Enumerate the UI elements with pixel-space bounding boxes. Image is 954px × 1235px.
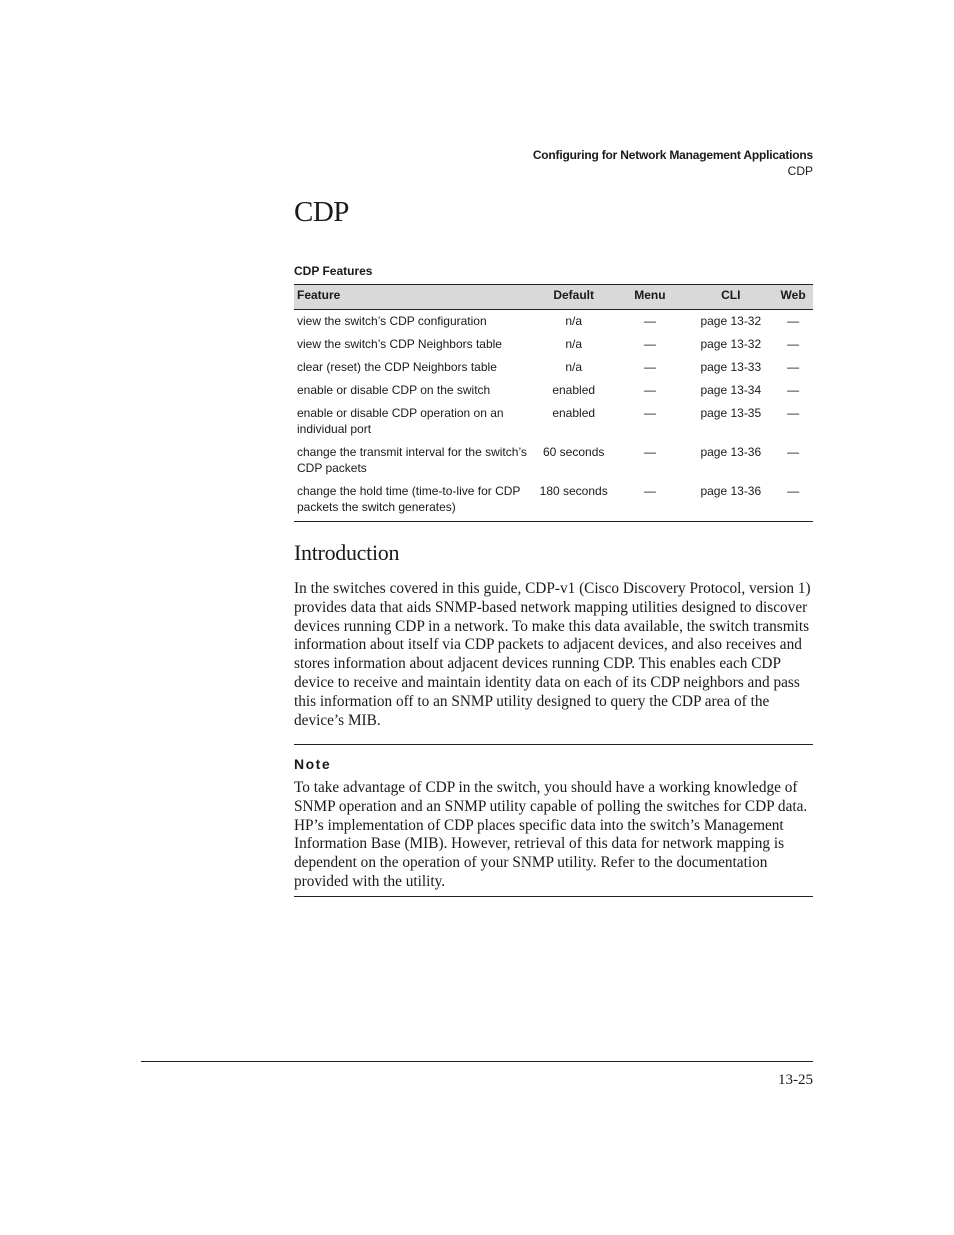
cell-web: — bbox=[787, 360, 800, 374]
cell-feature: enable or disable CDP operation on an individual port bbox=[297, 406, 504, 436]
cell-web: — bbox=[773, 483, 813, 522]
cell-default: enabled bbox=[552, 383, 596, 397]
running-head-section: CDP bbox=[787, 164, 813, 178]
cell-cli: page 13-32 bbox=[700, 314, 762, 328]
section-title: CDP bbox=[294, 196, 349, 228]
header-feature: Feature bbox=[294, 285, 536, 310]
cell-web: — bbox=[787, 383, 800, 397]
table-row bbox=[294, 336, 813, 359]
cell-cli: page 13-35 bbox=[700, 406, 762, 420]
cell-menu: — bbox=[643, 445, 656, 459]
introduction-paragraph: In the switches covered in this guide, CDP-v1 (Cisco Discovery Protocol, version 1) provides data that aids SNMP-based network mapping utilities designed to discover devices running CDP in a network. To make this data available, the switch transmits information about itself via CDP packets to adjacent devices, and also receives and stores information about adjacent devices running CDP. This enables each CDP device to receive and maintain identity data on each of its CDP neighbors and pass this information off to an SNMP utility designed to query the CDP area of the device’s MIB. bbox=[294, 580, 811, 729]
cell-default: n/a bbox=[565, 337, 583, 351]
cell-feature: view the switch’s CDP Neighbors table bbox=[297, 337, 502, 351]
cell-default: 60 seconds bbox=[542, 445, 605, 459]
cell-web: — bbox=[787, 445, 800, 459]
table-row bbox=[294, 359, 813, 382]
features-table bbox=[294, 284, 813, 522]
cell-default: n/a bbox=[565, 314, 583, 328]
cell-cli: page 13-36 bbox=[688, 483, 773, 522]
table-row bbox=[294, 310, 813, 337]
cell-menu: — bbox=[643, 337, 656, 351]
cell-menu: — bbox=[643, 360, 656, 374]
note-paragraph: To take advantage of CDP in the switch, you should have a working knowledge of SNMP operation and an SNMP utility capable of polling the switches for CDP data. HP’s implementation of CDP places specific data into the switch’s Management Information Base (MIB). However, retrieval of this data for network mapping is dependent on the operation of your SNMP utility. Refer to the documentation provided with the utility. bbox=[294, 779, 808, 890]
cell-menu: — bbox=[611, 483, 688, 522]
cell-web: — bbox=[787, 314, 800, 328]
introduction-heading: Introduction bbox=[294, 540, 400, 565]
cell-feature: change the transmit interval for the switch’s CDP packets bbox=[297, 445, 527, 475]
cell-menu: — bbox=[643, 406, 656, 420]
cell-feature: clear (reset) the CDP Neighbors table bbox=[297, 360, 497, 374]
cell-default: 180 seconds bbox=[536, 483, 611, 522]
table-row bbox=[294, 405, 813, 444]
footer-rule bbox=[141, 1061, 813, 1062]
table-row bbox=[294, 483, 813, 522]
cell-feature: change the hold time (time-to-live for CDP packets the switch generates) bbox=[294, 483, 536, 522]
header-web: Web bbox=[773, 285, 813, 310]
cell-cli: page 13-32 bbox=[700, 337, 762, 351]
table-header-row bbox=[294, 285, 813, 310]
cell-feature: enable or disable CDP on the switch bbox=[297, 383, 491, 397]
table-caption: CDP Features bbox=[294, 264, 373, 278]
header-menu: Menu bbox=[611, 285, 688, 310]
note-top-rule bbox=[294, 744, 813, 745]
cell-default: enabled bbox=[552, 406, 596, 420]
cell-feature: view the switch’s CDP configuration bbox=[297, 314, 487, 328]
running-head bbox=[533, 147, 813, 179]
table-row bbox=[294, 382, 813, 405]
note-bottom-rule bbox=[294, 896, 813, 897]
cell-cli: page 13-36 bbox=[700, 445, 762, 459]
note-label: Note bbox=[294, 756, 332, 772]
cell-cli: page 13-33 bbox=[700, 360, 762, 374]
header-cli: CLI bbox=[688, 285, 773, 310]
table-row bbox=[294, 444, 813, 483]
running-head-chapter: Configuring for Network Management Applications bbox=[532, 148, 813, 162]
cell-menu: — bbox=[643, 314, 656, 328]
cell-web: — bbox=[787, 337, 800, 351]
page-number: 13-25 bbox=[778, 1072, 813, 1088]
header-default: Default bbox=[536, 285, 611, 310]
cell-menu: — bbox=[643, 383, 656, 397]
cell-default: n/a bbox=[565, 360, 583, 374]
cell-web: — bbox=[787, 406, 800, 420]
cell-cli: page 13-34 bbox=[700, 383, 762, 397]
